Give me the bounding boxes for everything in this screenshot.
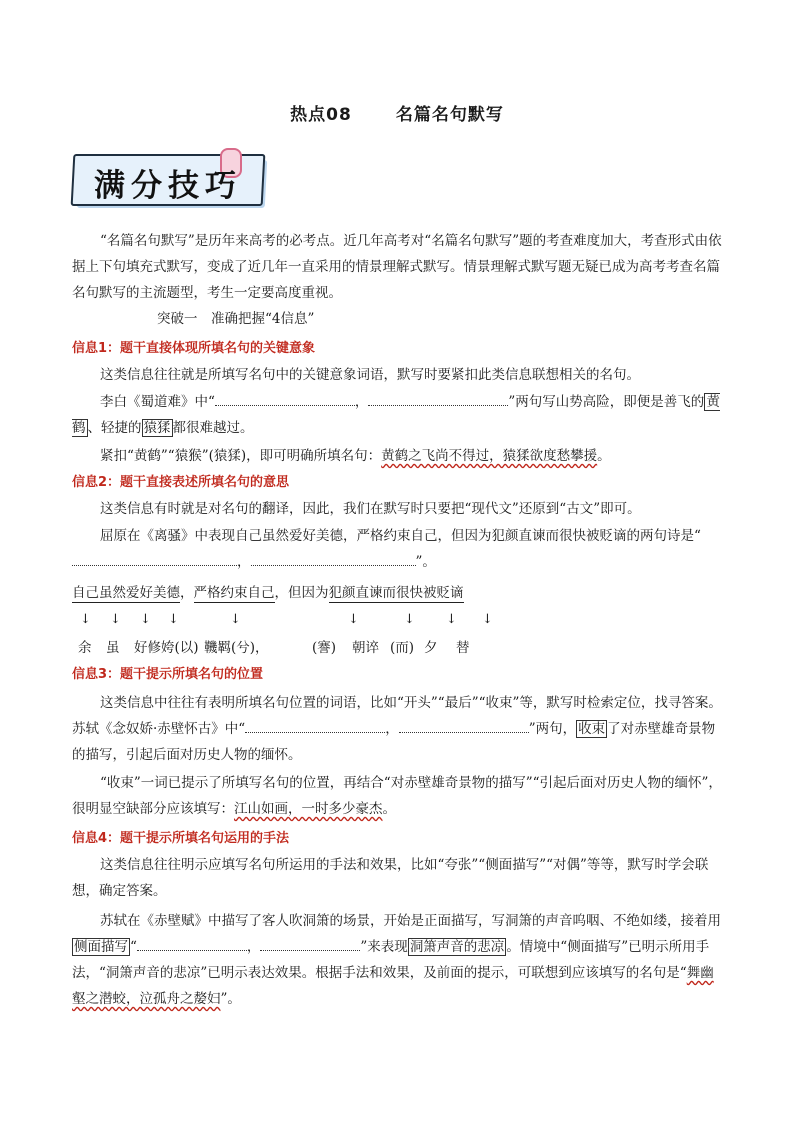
banner-label: 满分技巧	[94, 168, 242, 204]
info3-answer: “收束”一词已提示了所填写名句的位置，再结合“对赤壁雄奇景物的描写”“引起后面对历史人物的缅怀”，很明显空缺部分应该填写：江山如画，一时多少豪杰。	[72, 775, 722, 817]
info2-example: 屈原在《离骚》中表现自己虽然爱好美德，严格约束自己，但因为犯颜直谏而很快被贬谪的两句诗是“， ”。	[72, 523, 722, 575]
page-title: 热点08 名篇名句默写	[290, 105, 504, 125]
info2-text: 这类信息有时就是对名句的翻译，因此，我们在默写时只要把“现代文”还原到“古文”即可。	[100, 501, 641, 517]
section-banner	[72, 148, 262, 206]
info4-example: 苏轼在《赤壁赋》中描写了客人吹洞箫的场景，开始是正面描写，写洞箫的声音呜咽、不绝如缕，接着用侧面描写 “ ， ”来表现 洞箫声音的悲凉 。情境中“侧面描写”已明示所用手法，“洞箫声音的悲凉”已明示表达效果。根据手法和效果，及前面的提示，可联想到应该填写的名句是“舞幽壑之潜蛟，泣孤舟之嫠妇”。	[72, 913, 721, 1007]
info2-meaning-line: 自己虽然爱好美德，严格约束自己，但因为犯颜直谏而很快被贬谪	[72, 585, 464, 601]
info1-answer: 紧扣“黄鹤”“猿猴”(猿猱)，即可明确所填名句：黄鹤之飞尚不得过，猿猱欲度愁攀援。	[100, 448, 611, 464]
info1-heading: 信息1：题干直接体现所填名句的关键意象	[72, 341, 316, 356]
info4-heading: 信息4：题干提示所填名句运用的手法	[72, 831, 290, 846]
breakthrough-heading: 突破一 准确把握“4信息”	[157, 311, 315, 327]
info1-text: 这类信息往往就是所填写名句中的关键意象词语，默写时要紧扣此类信息联想相关的名句。	[100, 367, 640, 383]
info3-text: 这类信息中往往有表明所填名句位置的词语，比如“开头”“最后”“收束”等，默写时检索定位，找寻答案。苏轼《念奴娇·赤壁怀古》中“ ， ”两句， 收束 了对赤壁雄奇景物的描写，引起后面对历史人物的缅怀。	[72, 695, 722, 763]
intro-paragraph: “名篇名句默写”是历年来高考的必考点。近几年高考对“名篇名句默写”题的考查难度加大，考查形式由依据上下句填充式默写，变成了近几年一直采用的情景理解式默写。情景理解式默写题无疑已成为高考考查名篇名句默写的主流题型，考生一定要高度重视。	[72, 233, 722, 301]
info3-heading: 信息3：题干提示所填名句的位置	[72, 667, 264, 682]
info4-text: 这类信息往往明示应填写名句所运用的手法和效果，比如“夸张”“侧面描写”“对偶”等等，默写时学会联想，确定答案。	[72, 857, 709, 899]
info2-heading: 信息2：题干直接表述所填名句的意思	[72, 475, 290, 490]
info1-example: 李白《蜀道难》中“ ， ”两句写山势高险，即便是善飞的 黄鹤 、轻捷的 猿猱 都很难越过。	[72, 389, 722, 441]
